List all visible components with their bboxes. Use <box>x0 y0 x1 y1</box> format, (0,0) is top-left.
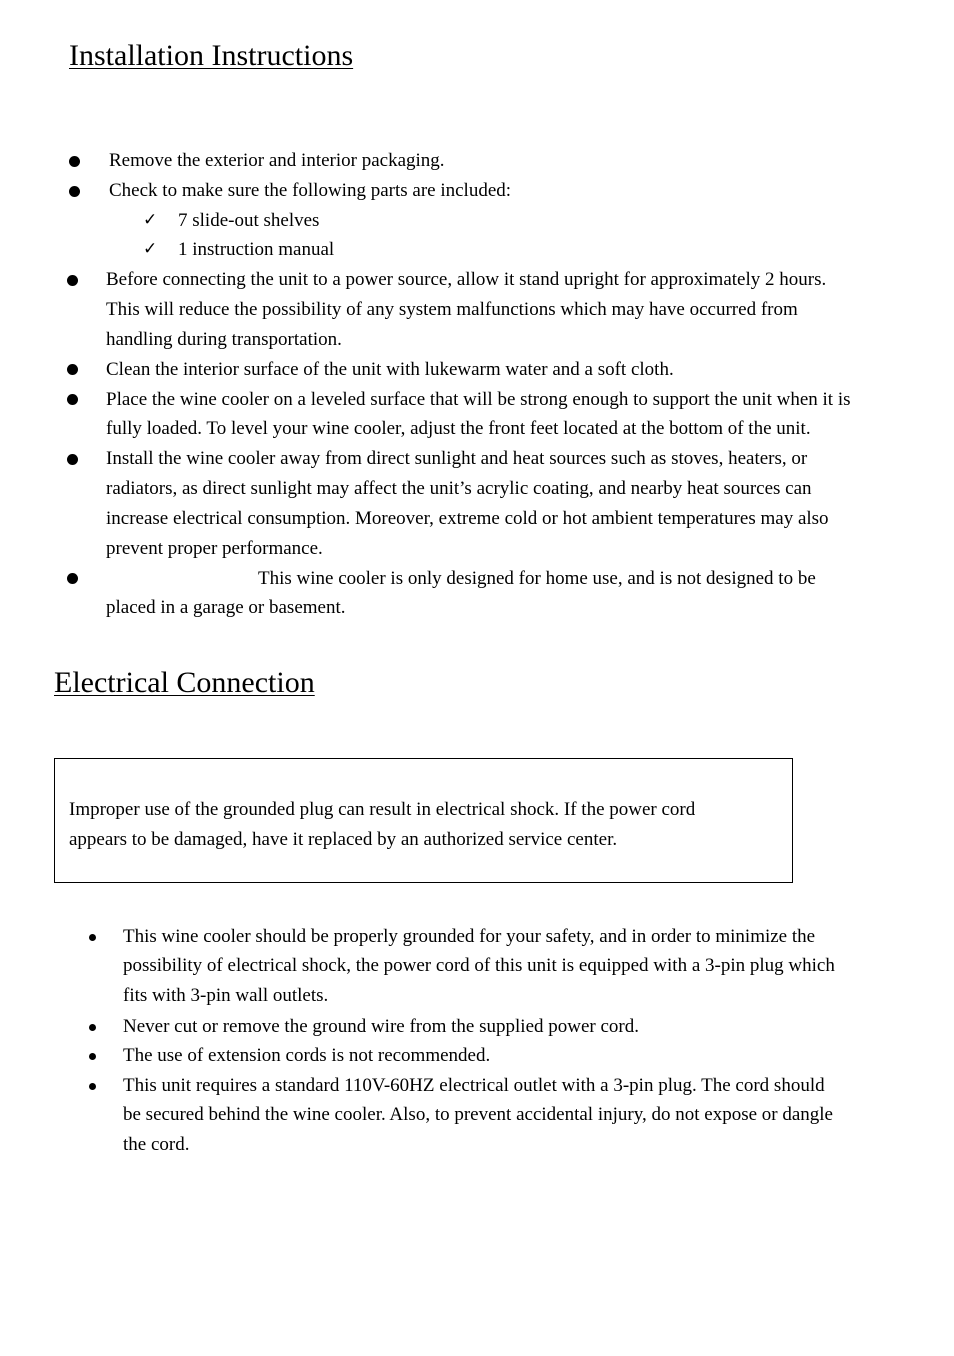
bullet-icon <box>89 1053 96 1060</box>
notice-text: Improper use of the grounded plug can result in electrical shock. If the power cord <box>69 799 696 820</box>
list-item-text: This will reduce the possibility of any system malfunctions which may have occurred from <box>106 299 798 320</box>
checkmark-icon: ✓ <box>143 210 158 230</box>
list-item-text: increase electrical consumption. Moreover, extreme cold or hot ambient temperatures may also <box>106 508 829 529</box>
list-item-text: placed in a garage or basement. <box>106 597 346 618</box>
list-item-text: This wine cooler should be properly grounded for your safety, and in order to minimize the <box>123 926 816 947</box>
bullet-icon <box>89 934 96 941</box>
checkmark-icon: ✓ <box>143 239 158 259</box>
bullet-icon <box>89 1083 96 1090</box>
notice-text: appears to be damaged, have it replaced by an authorized service center. <box>69 829 618 850</box>
bullet-icon <box>69 156 80 167</box>
list-item-text: The use of extension cords is not recommended. <box>123 1045 491 1066</box>
list-item-text: fully loaded. To level your wine cooler, adjust the front feet located at the bottom of the unit. <box>106 418 811 439</box>
bullet-icon <box>67 454 78 465</box>
list-item-text: This wine cooler is only designed for home use, and is not designed to be <box>258 568 816 589</box>
bullet-icon <box>67 573 78 584</box>
bullet-icon <box>69 186 80 197</box>
list-item-text: Remove the exterior and interior packaging. <box>109 150 445 171</box>
list-item-text: fits with 3-pin wall outlets. <box>123 985 329 1006</box>
list-item-text: Clean the interior surface of the unit with lukewarm water and a soft cloth. <box>106 359 674 380</box>
bullet-icon <box>89 1024 96 1031</box>
list-item-text: Before connecting the unit to a power source, allow it stand upright for approximately 2 hours. <box>106 269 827 290</box>
list-item-text: Never cut or remove the ground wire from the supplied power cord. <box>123 1016 639 1037</box>
bullet-icon <box>67 275 78 286</box>
list-item-text: handling during transportation. <box>106 329 342 350</box>
list-item-text: be secured behind the wine cooler. Also, to prevent accidental injury, do not expose or dangle <box>123 1104 833 1125</box>
list-item-text: Place the wine cooler on a leveled surface that will be strong enough to support the unit when it is <box>106 389 851 410</box>
bullet-icon <box>67 364 78 375</box>
included-part: 7 slide-out shelves <box>178 210 320 231</box>
included-part: 1 instruction manual <box>178 239 335 260</box>
list-item-text: possibility of electrical shock, the power cord of this unit is equipped with a 3-pin plug which <box>123 955 835 976</box>
list-item-text: the cord. <box>123 1134 190 1155</box>
electrical-title: Electrical Connection <box>54 666 315 699</box>
list-item-text: Check to make sure the following parts are included: <box>109 180 512 201</box>
bullet-icon <box>67 394 78 405</box>
list-item-text: radiators, as direct sunlight may affect the unit’s acrylic coating, and nearby heat sources can <box>106 478 812 499</box>
list-item-text: prevent proper performance. <box>106 538 323 559</box>
installation-title: Installation Instructions <box>69 39 354 72</box>
list-item-text: Install the wine cooler away from direct sunlight and heat sources such as stoves, heaters, or <box>106 448 808 469</box>
list-item-text: This unit requires a standard 110V-60HZ electrical outlet with a 3-pin plug. The cord should <box>123 1075 825 1096</box>
